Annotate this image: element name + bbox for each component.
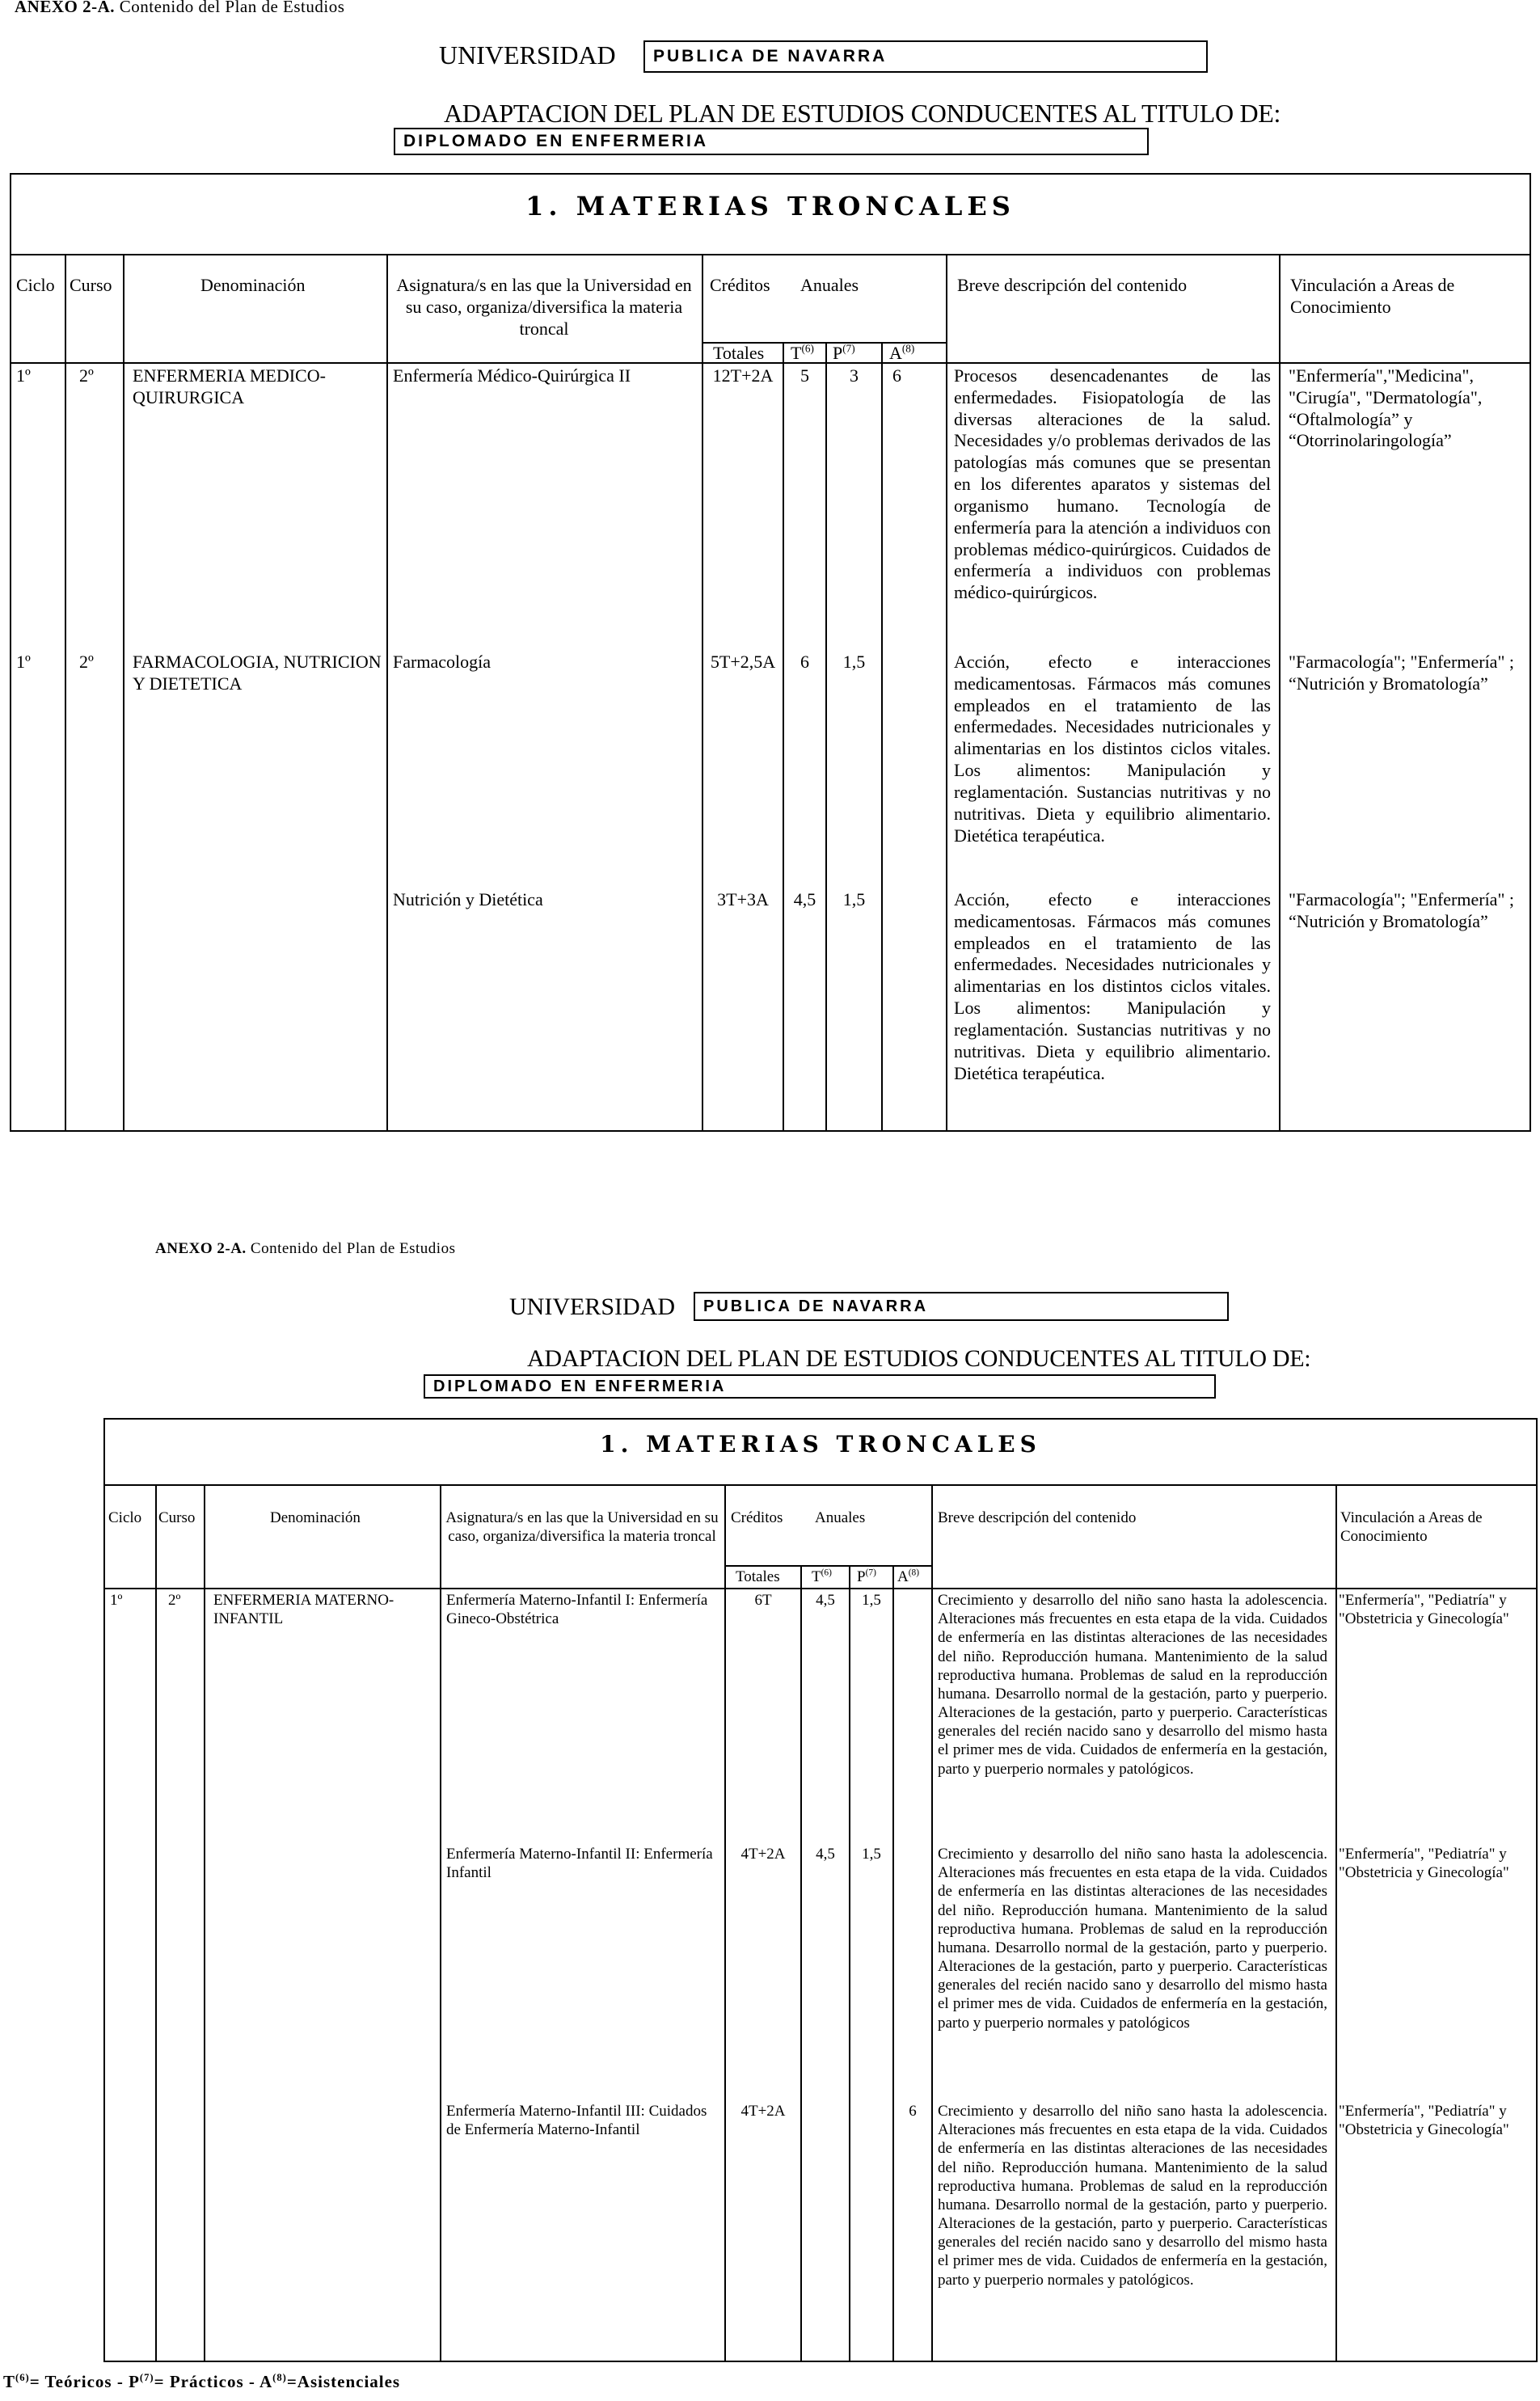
cell-areas: "Farmacología"; "Enfermería" ; “Nutrición y Bromatología” — [1289, 889, 1515, 931]
col-p: $P^{(7)}$ — [857, 1568, 876, 1585]
anexo-heading — [155, 1240, 455, 1258]
col-t: $T^{(6)}$ — [812, 1568, 832, 1585]
cell-descripcion: Procesos desencadenantes de las enfermedades. Fisiopatología de las diversas alteraciones de la salud. Necesidades y/o problemas derivados de las patologías más comunes que se presentan en los diferentes aparatos y sistemas del organismo humano. Tecnología de enfermería para la atención a individuos con problemas médico-quirúrgicos. Cuidados de enfermería a individuos con problemas médico-quirúrgicos. — [954, 365, 1271, 603]
footer-legend: $T^{(6)}=$ Teóricos - $P^{(7)}=$ Prácticos - $A^{(8)}=Asistenciales$ — [3, 2372, 401, 2391]
cell-t: 4,5 — [816, 1846, 835, 1863]
adaptacion-title: ADAPTACION DEL PLAN DE ESTUDIOS CONDUCENTES AL TITULO DE: — [527, 1345, 1311, 1372]
cell-asignatura: Enfermería Médico-Quirúrgica II — [393, 365, 631, 386]
cell-curso: 2º — [79, 365, 94, 386]
cell-ciclo: 1º — [16, 365, 31, 386]
cell-p: 1,5 — [842, 652, 866, 672]
cell-t: 4,5 — [816, 1592, 835, 1609]
col-denominacion: Denominación — [270, 1509, 361, 1526]
cell-asignatura: Farmacología — [393, 652, 491, 672]
cell-areas: "Farmacología"; "Enfermería" ; “Nutrición y Bromatología” — [1289, 652, 1515, 694]
cell-areas: "Enfermería", "Pediatría" y "Obstetricia y Ginecología" — [1339, 1846, 1509, 1882]
col-breve: Breve descripción del contenido — [938, 1509, 1137, 1526]
cell-ciclo: 1º — [16, 652, 31, 672]
col-anuales: Anuales — [800, 275, 859, 295]
col-t: $T^{(6)}$ — [791, 342, 814, 363]
cell-ciclo: 1º — [110, 1592, 123, 1609]
col-totales: Totales — [736, 1568, 780, 1585]
col-vinculacion: Vinculación a Areas de Conocimiento — [1290, 275, 1455, 317]
col-curso: Curso — [70, 275, 112, 295]
col-breve: Breve descripción del contenido — [957, 275, 1188, 295]
col-creditos: Créditos — [731, 1509, 783, 1526]
cell-p: 1,5 — [842, 889, 866, 909]
cell-descripcion: Crecimiento y desarrollo del niño sano hasta la adolescencia. Alteraciones más frecuentes en esta etapa de la vida. Cuidados de enfermería en las distintas alteraciones de las necesidades del niño. Reproducción humana. Mantenimiento de la salud reproductiva humana. Problemas de salud en la reproducción humana. Desarrollo normal de la gestación, parto y puerperio. Alteraciones de la gestación, parto y puerperio. Características generales del recién nacido sano y desarrollo del mismo hasta el primer mes de vida. Cuidados de enfermería en la gestación, parto y puerperio normales y patológicos. — [938, 1592, 1327, 1778]
col-curso: Curso — [158, 1509, 196, 1526]
universidad-name-box: PUBLICA DE NAVARRA — [694, 1292, 1229, 1321]
cell-denominacion: ENFERMERIA MEDICO-QUIRURGICA — [133, 365, 326, 407]
titulo-box: DIPLOMADO EN ENFERMERIA — [424, 1374, 1216, 1399]
cell-curso: 2º — [168, 1592, 181, 1609]
cell-descripcion: Acción, efecto e interacciones medicamentosas. Fármacos más comunes empleados en el tratamiento de las enfermedades. Necesidades nutricionales y alimentarias en los distintos ciclos vitales. Los alimentos: Manipulación y reglamentación. Sustancias nutritivas y no nutritivas. Dieta y equilibrio alimentario. Dietética terapéutica. — [954, 889, 1271, 1083]
col-p: $P^{(7)}$ — [833, 342, 855, 363]
anexo-text: Contenido del Plan de Estudios — [250, 1240, 456, 1257]
cell-denominacion: FARMACOLOGIA, NUTRICION Y DIETETICA — [133, 652, 382, 694]
col-ciclo: Ciclo — [108, 1509, 142, 1526]
cell-totales: 12T+2A — [712, 365, 774, 386]
cell-asignatura: Nutrición y Dietética — [393, 889, 543, 909]
cell-curso: 2º — [79, 652, 94, 672]
anexo-label: ANEXO 2-A. — [155, 1240, 247, 1257]
cell-asignatura: Enfermería Materno-Infantil I: Enfermería Gineco-Obstétrica — [446, 1592, 708, 1628]
col-creditos: Créditos — [710, 275, 770, 295]
cell-totales: 6T — [754, 1592, 772, 1609]
adaptacion-title: ADAPTACION DEL PLAN DE ESTUDIOS CONDUCENTES AL TITULO DE: — [444, 99, 1281, 128]
cell-p: 3 — [850, 365, 859, 386]
universidad-label: UNIVERSIDAD — [439, 40, 616, 70]
col-denominacion: Denominación — [200, 275, 306, 295]
table-heading: 1. MATERIAS TRONCALES — [525, 191, 1015, 222]
cell-areas: "Enfermería","Medicina", "Cirugía", "Dermatología", “Oftalmología” y “Otorrinolaringología” — [1289, 365, 1483, 451]
col-anuales: Anuales — [815, 1509, 866, 1526]
cell-denominacion: ENFERMERIA MATERNO-INFANTIL — [213, 1592, 394, 1628]
col-a: $A^{(8)}$ — [897, 1568, 920, 1585]
titulo-box: DIPLOMADO EN ENFERMERIA — [394, 128, 1149, 155]
cell-totales: 5T+2,5A — [710, 652, 776, 672]
cell-a: 6 — [909, 2103, 917, 2120]
cell-asignatura: Enfermería Materno-Infantil II: Enfermería Infantil — [446, 1846, 713, 1882]
table-heading: 1. MATERIAS TRONCALES — [600, 1431, 1041, 1458]
cell-a: 6 — [892, 365, 901, 386]
cell-totales: 4T+2A — [740, 2103, 786, 2120]
cell-totales: 3T+3A — [717, 889, 769, 909]
anexo-text: Contenido del Plan de Estudios — [119, 0, 345, 16]
cell-p: 1,5 — [862, 1846, 881, 1863]
cell-p: 1,5 — [862, 1592, 881, 1609]
col-asignatura: Asignatura/s en las que la Universidad en su caso, organiza/diversifica la materia troncal — [445, 1509, 719, 1546]
cell-t: 5 — [800, 365, 809, 386]
col-totales: Totales — [713, 343, 765, 363]
cell-descripcion: Acción, efecto e interacciones medicamentosas. Fármacos más comunes empleados en el tratamiento de las enfermedades. Necesidades nutricionales y alimentarias en los distintos ciclos vitales. Los alimentos: Manipulación y reglamentación. Sustancias nutritivas y no nutritivas. Dieta y equilibrio alimentario. Dietética terapéutica. — [954, 652, 1271, 846]
universidad-label: UNIVERSIDAD — [509, 1293, 675, 1320]
cell-areas: "Enfermería", "Pediatría" y "Obstetricia y Ginecología" — [1339, 2103, 1509, 2139]
cell-t: 4,5 — [793, 889, 816, 909]
cell-t: 6 — [800, 652, 809, 672]
universidad-name-box: PUBLICA DE NAVARRA — [643, 40, 1208, 73]
cell-asignatura: Enfermería Materno-Infantil III: Cuidados de Enfermería Materno-Infantil — [446, 2103, 707, 2139]
anexo-label: ANEXO 2-A. — [15, 0, 115, 16]
col-vinculacion: Vinculación a Areas de Conocimiento — [1340, 1509, 1483, 1546]
col-a: $A^{(8)}$ — [889, 342, 915, 363]
cell-descripcion: Crecimiento y desarrollo del niño sano hasta la adolescencia. Alteraciones más frecuentes en esta etapa de la vida. Cuidados de enfermería en las distintas alteraciones de las necesidades del niño. Reproducción humana. Mantenimiento de la salud reproductiva humana. Problemas de salud en la reproducción humana. Desarrollo normal de la gestación, parto y puerperio. Alteraciones de la gestación, parto y puerperio. Características generales del recién nacido sano y desarrollo del mismo hasta el primer mes de vida. Cuidados de enfermería en la gestación, parto y puerperio normales y patológicos — [938, 1846, 1327, 2032]
col-ciclo: Ciclo — [16, 275, 55, 295]
cell-areas: "Enfermería", "Pediatría" y "Obstetricia y Ginecología" — [1339, 1592, 1509, 1628]
cell-totales: 4T+2A — [740, 1846, 786, 1863]
col-asignatura: Asignatura/s en las que la Universidad en su caso, organiza/diversifica la materia troncal — [396, 275, 692, 339]
cell-descripcion: Crecimiento y desarrollo del niño sano hasta la adolescencia. Alteraciones más frecuentes en esta etapa de la vida. Cuidados de enfermería en las distintas alteraciones de las necesidades del niño. Reproducción humana. Mantenimiento de la salud reproductiva humana. Problemas de salud en la reproducción humana. Desarrollo normal de la gestación, parto y puerperio. Alteraciones de la gestación, parto y puerperio. Características generales del recién nacido sano y desarrollo del mismo hasta el primer mes de vida. Cuidados de enfermería en la gestación, parto y puerperio normales y patológicos. — [938, 2103, 1327, 2289]
anexo-heading — [15, 0, 344, 17]
